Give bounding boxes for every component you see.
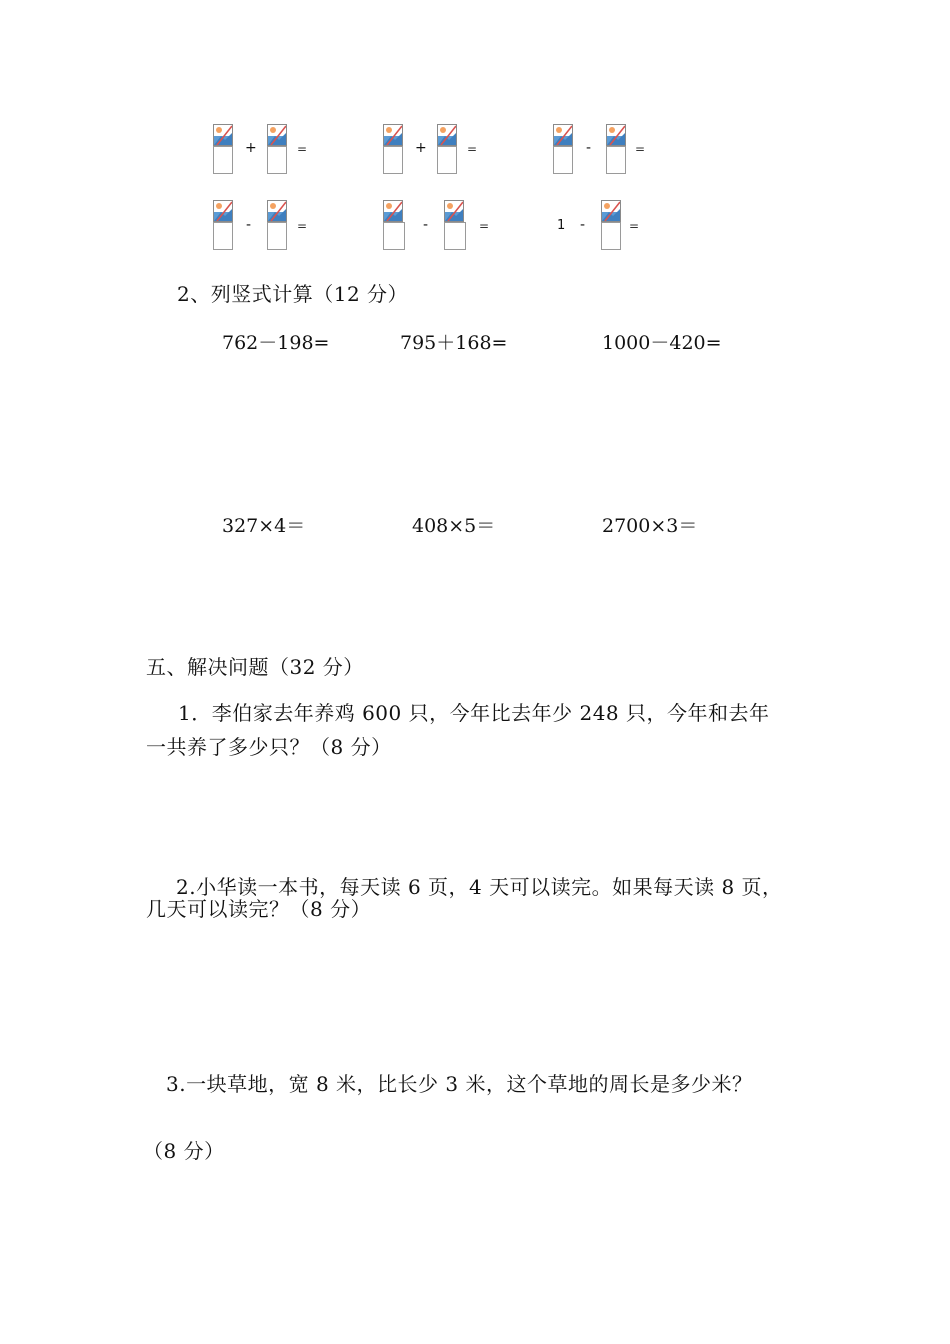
broken-image-icon [444, 200, 464, 222]
calc-expression: 2700×3＝ [602, 515, 698, 537]
equals-sign: = [629, 219, 640, 233]
denominator-box [383, 222, 405, 250]
fraction-box [267, 200, 287, 250]
equals-sign: = [297, 219, 308, 233]
operator: + [245, 140, 257, 156]
equals-sign: = [479, 219, 490, 233]
fraction-box [437, 124, 457, 174]
denominator-box [267, 222, 287, 250]
problem-1-line-2: 一共养了多少只？（8 分） [146, 735, 392, 759]
denominator-box [601, 222, 621, 250]
calc-expression: 408×5＝ [412, 515, 496, 537]
equals-sign: = [297, 142, 308, 156]
broken-image-icon [267, 124, 287, 146]
calc-expression: 762－198= [222, 332, 330, 354]
fraction-box [267, 124, 287, 174]
broken-image-icon [601, 200, 621, 222]
section-heading-vertical-calc: 2、列竖式计算（12 分） [177, 282, 409, 306]
fraction-box [553, 124, 573, 174]
equals-sign: = [467, 142, 478, 156]
broken-image-icon [267, 200, 287, 222]
problem-3-line-1: 3.一块草地，宽 8 米，比长少 3 米，这个草地的周长是多少米？ [166, 1072, 753, 1096]
denominator-box [213, 146, 233, 174]
broken-image-icon [213, 124, 233, 146]
problem-3-line-2: （8 分） [143, 1139, 225, 1163]
operator: - [423, 217, 429, 233]
calc-expression: 1000－420= [602, 332, 722, 354]
calc-expression: 327×4＝ [222, 515, 306, 537]
operator: - [586, 140, 592, 156]
equals-sign: = [635, 142, 646, 156]
denominator-box [606, 146, 626, 174]
operator: - [246, 217, 252, 233]
denominator-box [437, 146, 457, 174]
broken-image-icon [606, 124, 626, 146]
denominator-box [213, 222, 233, 250]
fraction-box [601, 200, 621, 250]
broken-image-icon [213, 200, 233, 222]
problem-1-line-1: 1．李伯家去年养鸡 600 只，今年比去年少 248 只，今年和去年 [178, 701, 770, 725]
fraction-box [383, 200, 403, 250]
fraction-box [213, 124, 233, 174]
problem-2-line-1: 2.小华读一本书，每天读 6 页，4 天可以读完。如果每天读 8 页， [176, 875, 783, 899]
fraction-box [383, 124, 403, 174]
calc-expression: 795＋168= [400, 332, 508, 354]
whole-number-one: 1 [557, 218, 566, 233]
fraction-box [606, 124, 626, 174]
denominator-box [383, 146, 403, 174]
denominator-box [553, 146, 573, 174]
section-heading-problems: 五、解决问题（32 分） [146, 655, 364, 679]
fraction-box [444, 200, 464, 250]
problem-2-line-2: 几天可以读完？（8 分） [146, 897, 372, 921]
broken-image-icon [437, 124, 457, 146]
denominator-box [444, 222, 466, 250]
broken-image-icon [383, 124, 403, 146]
operator: - [580, 217, 586, 233]
operator: + [415, 140, 427, 156]
fraction-box [213, 200, 233, 250]
broken-image-icon [553, 124, 573, 146]
broken-image-icon [383, 200, 403, 222]
denominator-box [267, 146, 287, 174]
